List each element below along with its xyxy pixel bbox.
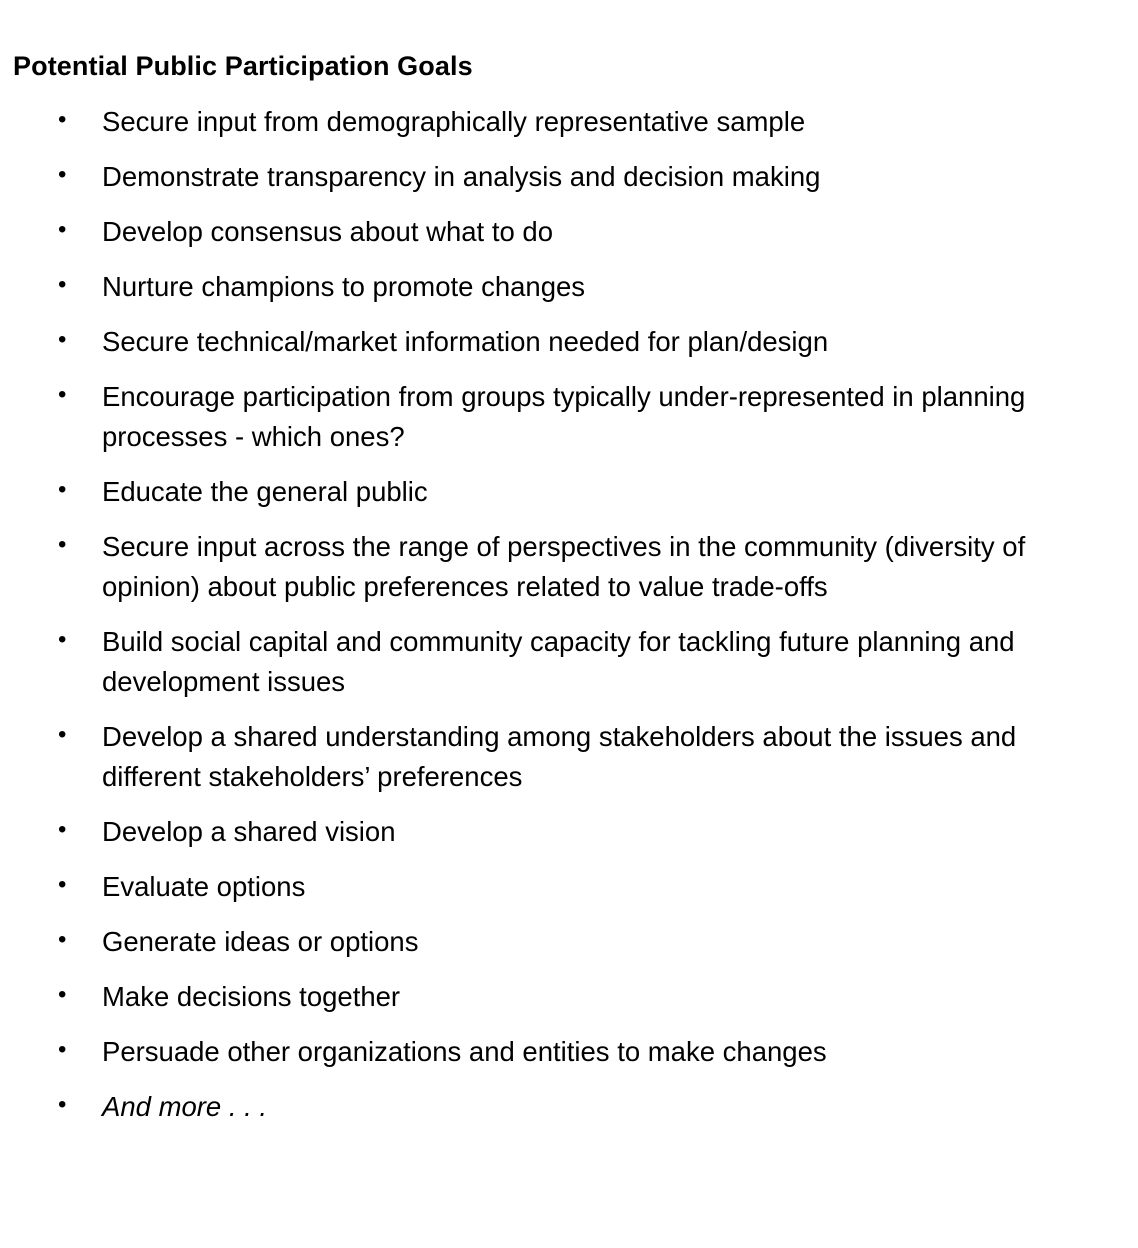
page-title: Potential Public Participation Goals bbox=[13, 51, 473, 81]
bullet-icon: • bbox=[58, 1036, 67, 1063]
bullet-icon: • bbox=[58, 271, 67, 298]
list-item bbox=[0, 472, 1138, 512]
list-item-text: Secure technical/market information needed for plan/design bbox=[102, 326, 829, 357]
list-item-text: Develop consensus about what to do bbox=[102, 216, 553, 247]
bullet-icon: • bbox=[58, 1091, 67, 1118]
list-item-text: Evaluate options bbox=[102, 871, 306, 902]
bullet-icon: • bbox=[58, 981, 67, 1008]
list-item bbox=[0, 527, 1138, 607]
bullet-icon: • bbox=[58, 816, 67, 843]
list-item-text: Encourage participation from groups typically under-represented in planning processes - which ones? bbox=[102, 381, 1026, 452]
list-item bbox=[0, 867, 1138, 907]
list-item-text: Persuade other organizations and entities to make changes bbox=[102, 1036, 827, 1067]
bullet-icon: • bbox=[58, 926, 67, 953]
list-item-text: Generate ideas or options bbox=[102, 926, 419, 957]
list-item bbox=[0, 267, 1138, 307]
list-item-text: Secure input from demographically representative sample bbox=[102, 106, 806, 137]
list-item bbox=[0, 922, 1138, 962]
list-item-text: Secure input across the range of perspectives in the community (diversity of opinion) about public preferences related to value trade-offs bbox=[102, 531, 1026, 602]
list-item-text: Develop a shared understanding among stakeholders about the issues and different stakeholders’ preferences bbox=[102, 721, 1017, 792]
bullet-icon: • bbox=[58, 626, 67, 653]
list-item-text: And more . . . bbox=[102, 1091, 268, 1122]
list-item-text: Build social capital and community capacity for tackling future planning and development issues bbox=[102, 626, 1015, 697]
bullet-icon: • bbox=[58, 871, 67, 898]
bullet-icon: • bbox=[58, 381, 67, 408]
list-item bbox=[0, 977, 1138, 1017]
list-item bbox=[0, 1032, 1138, 1072]
bullet-icon: • bbox=[58, 476, 67, 503]
goals-list bbox=[0, 102, 1138, 1142]
list-item-text: Nurture champions to promote changes bbox=[102, 271, 586, 302]
bullet-icon: • bbox=[58, 721, 67, 748]
list-item-text: Develop a shared vision bbox=[102, 816, 396, 847]
list-item-text: Educate the general public bbox=[102, 476, 428, 507]
bullet-icon: • bbox=[58, 326, 67, 353]
list-item bbox=[0, 212, 1138, 252]
list-item-text: Demonstrate transparency in analysis and decision making bbox=[102, 161, 821, 192]
bullet-icon: • bbox=[58, 216, 67, 243]
list-item bbox=[0, 812, 1138, 852]
bullet-icon: • bbox=[58, 161, 67, 188]
bullet-icon: • bbox=[58, 106, 67, 133]
list-item bbox=[0, 1087, 1138, 1127]
list-item bbox=[0, 157, 1138, 197]
bullet-icon: • bbox=[58, 531, 67, 558]
list-item bbox=[0, 622, 1138, 702]
list-item bbox=[0, 322, 1138, 362]
list-item bbox=[0, 102, 1138, 142]
list-item bbox=[0, 377, 1138, 457]
list-item bbox=[0, 717, 1138, 797]
list-item-text: Make decisions together bbox=[102, 981, 401, 1012]
